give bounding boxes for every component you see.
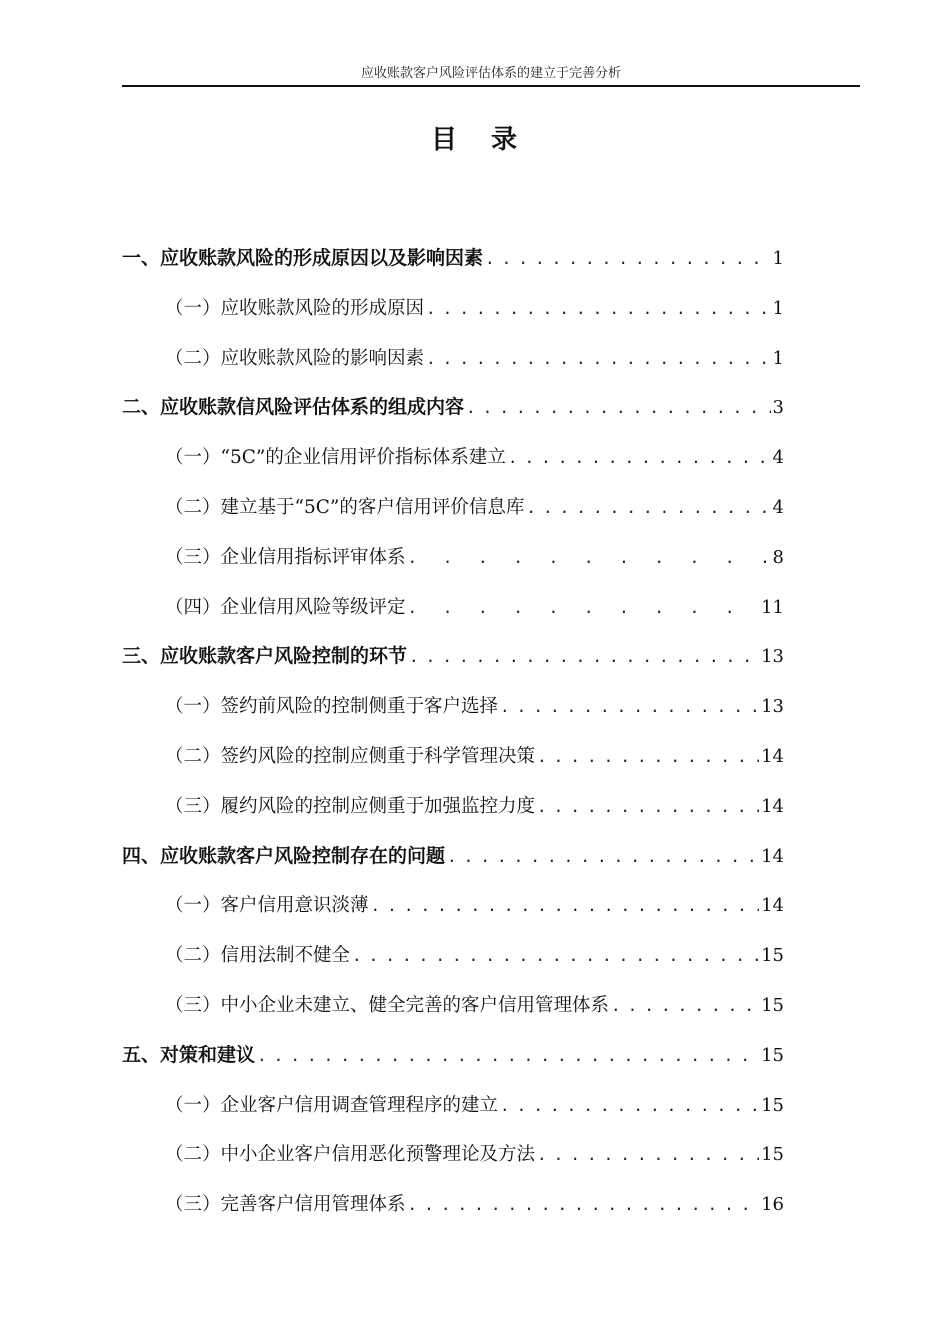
toc-entry-title: （一）应收账款风险的形成原因	[165, 297, 425, 319]
toc-chapter-entry[interactable]	[122, 832, 784, 882]
toc-dot-leader	[537, 1130, 759, 1180]
toc-dot-leader	[500, 1081, 759, 1131]
toc-section-entry[interactable]	[122, 1180, 784, 1230]
toc-dot-leader	[409, 632, 759, 682]
toc-page-number: 15	[761, 1144, 784, 1166]
toc-dot-leader	[352, 931, 759, 981]
toc-section-entry[interactable]	[122, 981, 784, 1031]
toc-page-number: 11	[761, 596, 784, 618]
toc-dot-leader	[500, 682, 759, 732]
toc-entry-title: （四）企业信用风险等级评定	[165, 596, 406, 618]
toc-page-number: 15	[761, 945, 784, 967]
toc-section-entry[interactable]	[122, 533, 784, 583]
toc-entry-title: （三）履约风险的控制应侧重于加强监控力度	[165, 795, 536, 817]
toc-page-number: 1	[772, 248, 784, 269]
toc-entry-title: 三、应收账款客户风险控制的环节	[122, 645, 408, 668]
toc-page-number: 14	[761, 745, 784, 767]
toc-page-number: 14	[761, 895, 784, 917]
toc-chapter-entry[interactable]	[122, 1031, 784, 1081]
toc-entry-title: （一）企业客户信用调查管理程序的建立	[165, 1094, 499, 1116]
toc-dot-leader	[257, 1031, 759, 1081]
toc-dot-leader	[466, 383, 771, 433]
toc-dot-leader	[408, 583, 760, 633]
toc-section-entry[interactable]	[122, 782, 784, 832]
toc-page-number: 13	[761, 696, 784, 718]
toc-page-number: 3	[772, 397, 784, 419]
toc-section-entry[interactable]	[122, 682, 784, 732]
toc-entry-title: （一）“5C”的企业信用评价指标体系建立	[165, 447, 506, 469]
running-header: 应收账款客户风险评估体系的建立于完善分析	[122, 64, 860, 87]
toc-chapter-entry[interactable]	[122, 383, 784, 433]
toc-entry-title: 四、应收账款客户风险控制存在的问题	[122, 844, 446, 867]
toc-entry-title: （三）中小企业未建立、健全完善的客户信用管理体系	[165, 994, 610, 1016]
toc-chapter-entry[interactable]	[122, 632, 784, 682]
toc-section-entry[interactable]	[122, 483, 784, 533]
toc-entry-title: 二、应收账款信风险评估体系的组成内容	[122, 396, 465, 419]
toc-section-entry[interactable]	[122, 881, 784, 931]
toc-entry-title: （二）建立基于“5C”的客户信用评价信息库	[165, 496, 525, 518]
toc-entry-title: （三）企业信用指标评审体系	[165, 546, 406, 568]
toc-dot-leader	[426, 284, 771, 334]
toc-dot-leader	[447, 832, 759, 882]
toc-page-number: 1	[772, 297, 784, 319]
toc-dot-leader	[426, 334, 771, 384]
toc-page-number: 4	[772, 496, 784, 518]
toc-page-number: 4	[772, 447, 784, 469]
toc-dot-leader	[485, 234, 771, 284]
toc-chapter-entry[interactable]	[122, 234, 784, 284]
toc-section-entry[interactable]	[122, 433, 784, 483]
toc-dot-leader	[371, 881, 760, 931]
toc-section-entry[interactable]	[122, 284, 784, 334]
table-of-contents	[122, 234, 784, 1230]
toc-dot-leader	[526, 483, 770, 533]
toc-section-entry[interactable]	[122, 931, 784, 981]
toc-entry-title: （一）客户信用意识淡薄	[165, 895, 369, 917]
toc-entry-title: （二）签约风险的控制应侧重于科学管理决策	[165, 745, 536, 767]
toc-page-number: 15	[761, 994, 784, 1016]
toc-entry-title: 一、应收账款风险的形成原因以及影响因素	[122, 247, 484, 269]
toc-section-entry[interactable]	[122, 334, 784, 384]
toc-section-entry[interactable]	[122, 1130, 784, 1180]
page-title: 目录	[430, 125, 551, 155]
toc-page-number: 16	[761, 1194, 784, 1216]
toc-entry-title: 五、对策和建议	[122, 1043, 256, 1066]
toc-entry-title: （二）应收账款风险的影响因素	[165, 347, 425, 369]
toc-section-entry[interactable]	[122, 1081, 784, 1131]
toc-section-entry[interactable]	[122, 583, 784, 633]
toc-dot-leader	[537, 782, 759, 832]
toc-entry-title: （二）中小企业客户信用恶化预警理论及方法	[165, 1144, 536, 1166]
toc-page-number: 1	[772, 347, 784, 369]
toc-page-number: 14	[761, 845, 784, 867]
toc-page-number: 15	[761, 1094, 784, 1116]
toc-entry-title: （一）签约前风险的控制侧重于客户选择	[165, 696, 499, 718]
toc-page-number: 13	[761, 646, 784, 668]
toc-entry-title: （二）信用法制不健全	[165, 945, 351, 967]
toc-dot-leader	[408, 1180, 760, 1230]
toc-dot-leader	[611, 981, 759, 1031]
toc-entry-title: （三）完善客户信用管理体系	[165, 1194, 406, 1216]
toc-section-entry[interactable]	[122, 732, 784, 782]
toc-page-number: 15	[761, 1044, 784, 1066]
toc-dot-leader	[508, 433, 771, 483]
toc-page-number: 14	[761, 795, 784, 817]
toc-dot-leader	[408, 533, 771, 583]
toc-page-number: 8	[772, 546, 784, 568]
toc-dot-leader	[537, 732, 759, 782]
